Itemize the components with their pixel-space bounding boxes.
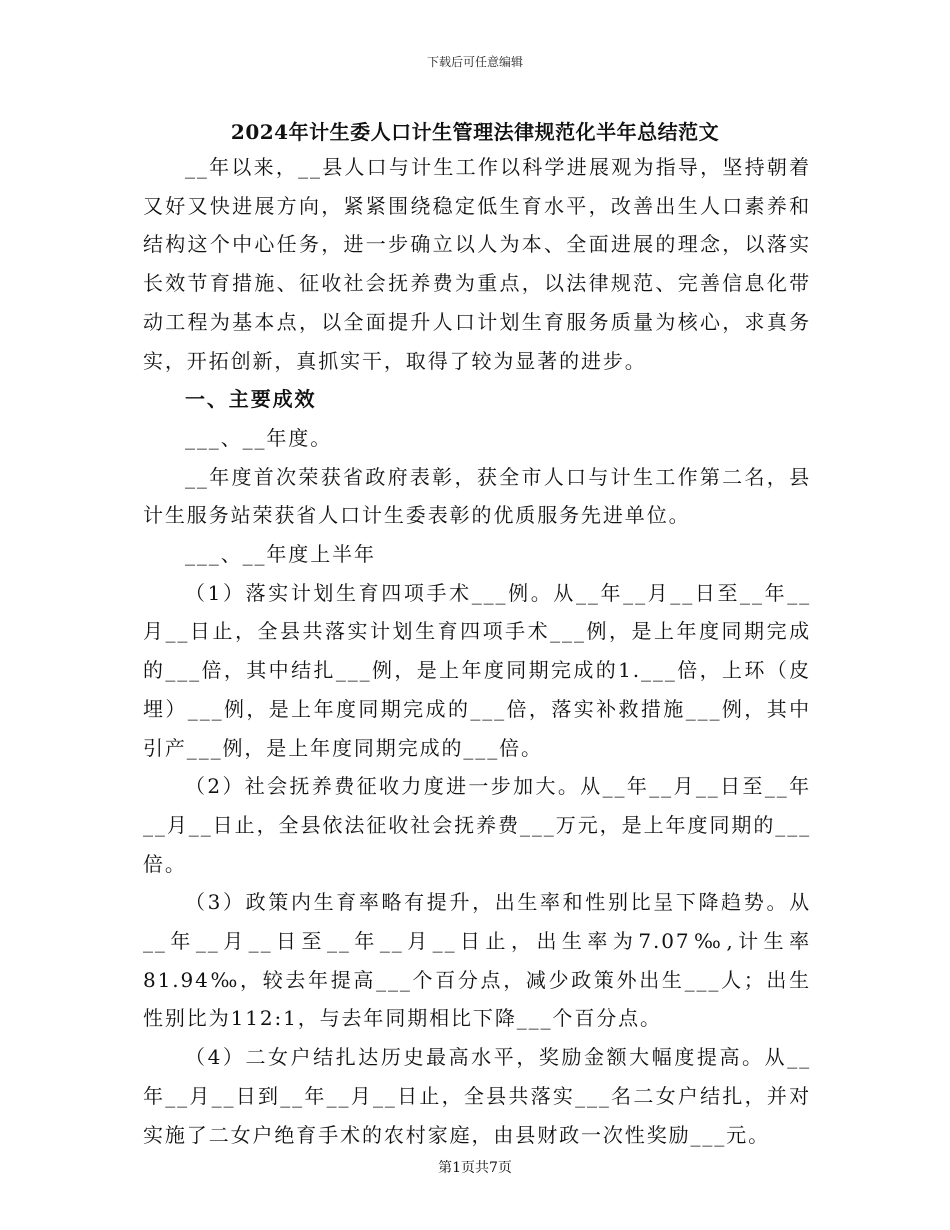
subsection-label: ___、__年度。 bbox=[185, 425, 333, 450]
page-number: 第1页共7页 bbox=[438, 1160, 512, 1176]
section-heading: 一、主要成效 bbox=[185, 387, 317, 412]
list-item: （2）社会抚养费征收力度进一步加大。从__年__月__日至__年__月__日止，全县依法征收社会抚养费___万元，是上年度同期的___倍。 bbox=[143, 774, 811, 876]
document-title: 2024年计生委人口计生管理法律规范化半年总结范文 bbox=[230, 120, 720, 144]
subsection-label: ___、__年度上半年 bbox=[185, 542, 376, 567]
document-body bbox=[143, 148, 811, 1154]
intro-paragraph: __年以来，__县人口与计生工作以科学进展观为指导，坚持朝着又好又快进展方向，紧紧围绕稳定低生育水平，改善出生人口素养和结构这个中心任务，进一步确立以人为本、全面进展的理念，以落实长效节育措施、征收社会抚养费为重点，以法律规范、完善信息化带动工程为基本点，以全面提升人口计划生育服务质量为核心，求真务实，开拓创新，真抓实干，取得了较为显著的进步。 bbox=[143, 155, 811, 373]
list-item: （4）二女户结扎达历史最高水平，奖励金额大幅度提高。从__年__月__日到__年__月__日止，全县共落实___名二女户结扎，并对实施了二女户绝育手术的农村家庭，由县财政一次性奖励___元。 bbox=[143, 1045, 811, 1147]
list-item: （3）政策内生育率略有提升，出生率和性别比呈下降趋势。从__年__月__日至__年__月__日止，出生率为7.07‰,计生率81.94‰，较去年提高___个百分点，减少政策外出生___人；出生性别比为112:1，与去年同期相比下降___个百分点。 bbox=[143, 890, 811, 1031]
body-paragraph: __年度首次荣获省政府表彰，获全市人口与计生工作第二名，县计生服务站荣获省人口计生委表彰的优质服务先进单位。 bbox=[143, 464, 811, 528]
page-header-note: 下载后可任意编辑 bbox=[426, 55, 523, 69]
list-item: （1）落实计划生育四项手术___例。从__年__月__日至__年__月__日止，全县共落实计划生育四项手术___例，是上年度同期完成的___倍，其中结扎___例，是上年度同期完成的1.___倍，上环（皮埋）___例，是上年度同期完成的___倍，落实补救措施___例，其中引产___例，是上年度同期完成的___倍。 bbox=[143, 580, 811, 760]
